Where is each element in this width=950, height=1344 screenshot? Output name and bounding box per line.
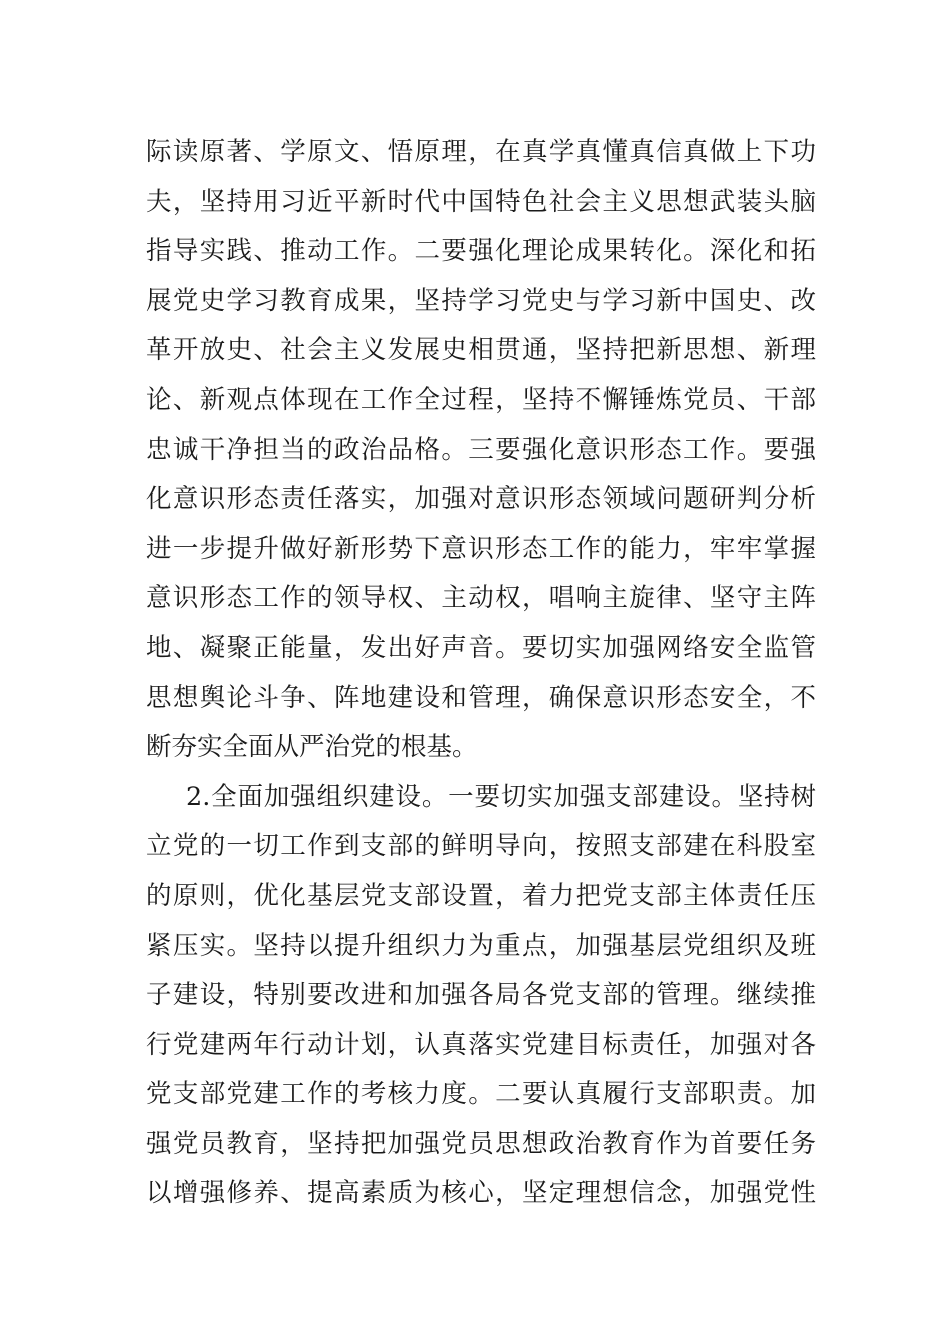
text-line: 立党的一切工作到支部的鲜明导向，按照支部建在科股室 (146, 831, 816, 862)
text-line: 夫，坚持用习近平新时代中国特色社会主义思想武装头脑 (146, 186, 816, 217)
text-line: 子建设，特别要改进和加强各局各党支部的管理。继续推 (146, 980, 816, 1011)
text-line: 论、新观点体现在工作全过程，坚持不懈锤炼党员、干部 (146, 384, 816, 415)
paragraph-end-line: 断夯实全面从严治党的根基。 (146, 732, 478, 763)
text-line: 展党史学习教育成果，坚持学习党史与学习新中国史、改 (146, 285, 816, 316)
text-line: 革开放史、社会主义发展史相贯通，坚持把新思想、新理 (146, 335, 816, 366)
text-line: 忠诚干净担当的政治品格。三要强化意识形态工作。要强 (146, 434, 816, 465)
text-line: 的原则，优化基层党支部设置，着力把党支部主体责任压 (146, 880, 816, 911)
text-line: 紧压实。坚持以提升组织力为重点，加强基层党组织及班 (146, 930, 816, 961)
text-line: 进一步提升做好新形势下意识形态工作的能力，牢牢掌握 (146, 533, 816, 564)
body-text (146, 128, 816, 1219)
text-line: 指导实践、推动工作。二要强化理论成果转化。深化和拓 (146, 236, 816, 267)
text-line: 行党建两年行动计划，认真落实党建目标责任，加强对各 (146, 1029, 816, 1060)
section-heading-line: 2.全面加强组织建设。一要切实加强支部建设。坚持树 (186, 781, 816, 812)
text-line: 强党员教育，坚持把加强党员思想政治教育作为首要任务 (146, 1128, 816, 1159)
text-line: 地、凝聚正能量，发出好声音。要切实加强网络安全监管 (146, 632, 816, 663)
text-line: 意识形态工作的领导权、主动权，唱响主旋律、坚守主阵 (146, 583, 816, 614)
text-line: 党支部党建工作的考核力度。二要认真履行支部职责。加 (146, 1079, 816, 1110)
text-line: 化意识形态责任落实，加强对意识形态领域问题研判分析 (146, 484, 816, 515)
text-line: 思想舆论斗争、阵地建设和管理，确保意识形态安全，不 (146, 682, 816, 713)
text-line: 以增强修养、提高素质为核心，坚定理想信念，加强党性 (146, 1178, 816, 1209)
text-line: 际读原著、学原文、悟原理，在真学真懂真信真做上下功 (146, 137, 816, 167)
